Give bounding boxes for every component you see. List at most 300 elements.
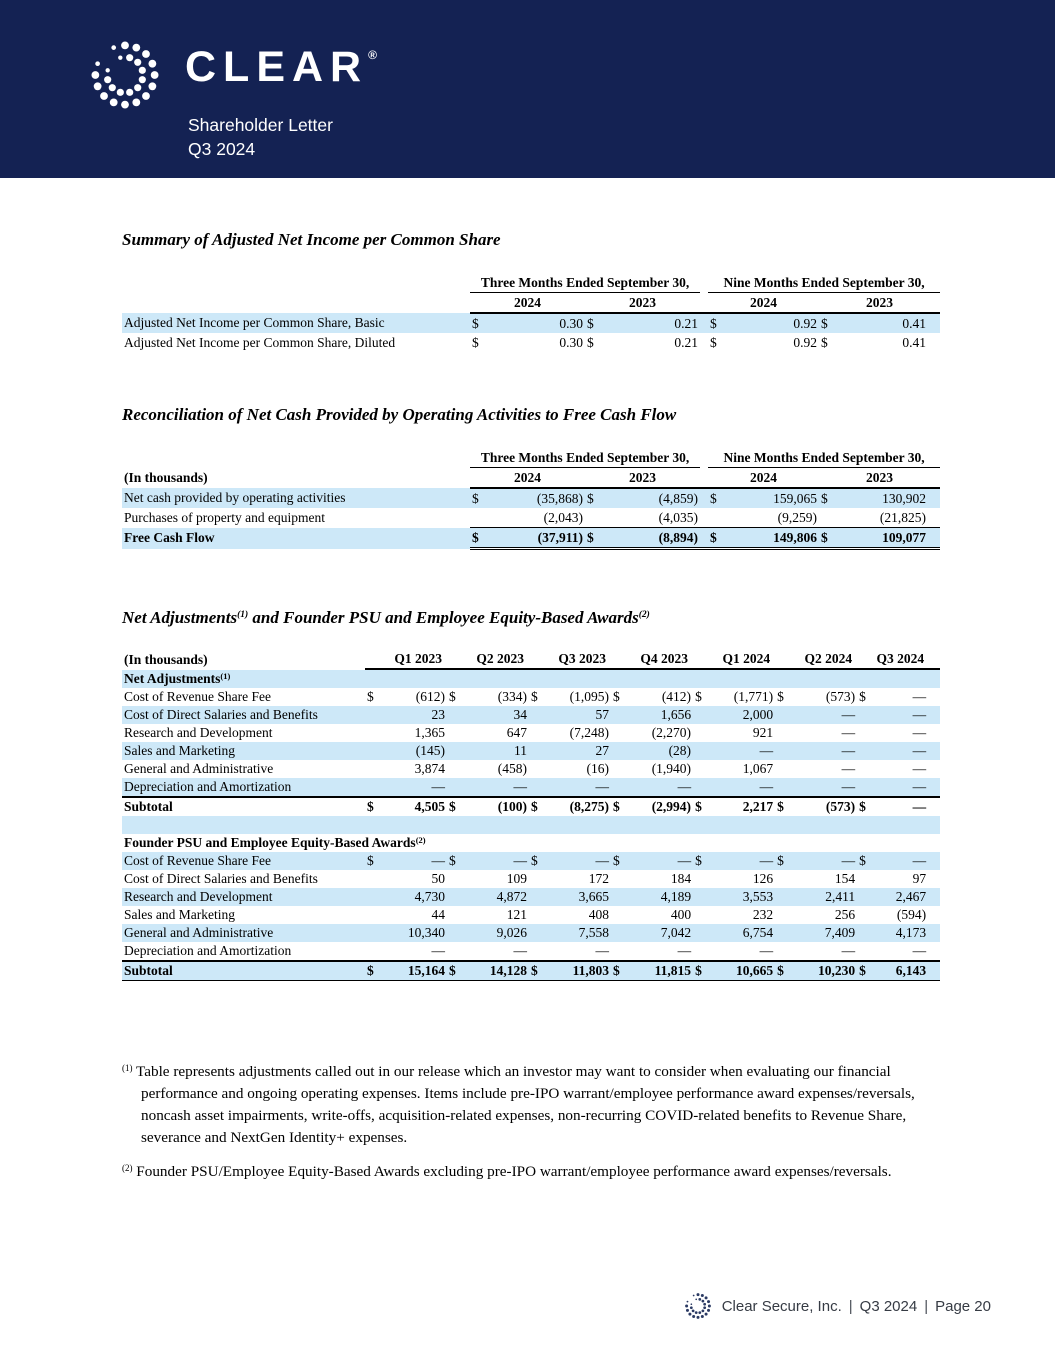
cell-value: 7,042 [625,924,693,942]
dollar-sign [857,870,871,888]
cell-value: 4,189 [625,888,693,906]
spacer-cell [700,293,708,314]
dollar-sign [693,778,707,797]
cell-value: (612) [415,689,446,705]
dollar-sign: $ [613,689,620,705]
spacer-cell [700,333,708,352]
cell-value: — [625,778,693,797]
cell-value: 11,815 [625,961,693,981]
cell-value: 10,230 [789,961,857,981]
table-row [122,706,940,724]
dollar-sign: $ [857,852,871,870]
dollar-sign [857,942,871,961]
dollar-sign: $ [693,961,707,981]
dollar-sign [775,924,789,942]
spacer-cell [122,448,470,468]
col-group-three-months: Three Months Ended September 30, [470,273,700,293]
cell-value: — [841,943,856,959]
dollar-sign [365,870,379,888]
quarter-header: Q3 2024 [857,650,940,669]
footer-separator: | [848,1297,853,1315]
dollar-sign [857,760,871,778]
cell-value: — [871,852,940,870]
table-row [122,688,940,706]
dollar-sign: $ [611,961,625,981]
dollar-sign [529,942,543,961]
dollar-sign: $ [821,334,828,350]
dollar-sign [693,906,707,924]
cell-value: (1,771) [733,689,774,705]
row-label: General and Administrative [122,924,365,942]
cell-value: 0.92 [724,313,819,333]
cell-value: — [461,778,529,797]
dollar-sign [611,742,625,760]
page-header [0,0,1055,178]
cell-value: 2,411 [789,888,857,906]
cell-value: (145) [379,742,447,760]
cell-value: 1,067 [742,761,774,777]
section-label: Founder PSU and Employee Equity-Based Awards$^{(2)}$ [124,835,426,851]
footnote-marker: (2) [122,1163,133,1173]
footer-page-number: Page 20 [935,1297,991,1315]
cell-value: — [513,943,528,959]
dollar-sign: $ [587,334,594,350]
table-row [122,333,940,352]
cell-value: — [625,852,693,870]
dollar-sign [611,724,625,742]
year-header: 2023 [819,468,940,489]
section-title-adjusted-net-income: Summary of Adjusted Net Income per Common Share [122,230,501,249]
table-row [122,942,940,961]
cell-value: 149,806 [724,528,819,549]
table-row [122,724,940,742]
spacer-cell [700,448,708,468]
dollar-sign [529,906,543,924]
footer-company: Clear Secure, Inc. [721,1297,842,1315]
cell-value: 7,409 [789,924,857,942]
dollar-sign [365,924,379,942]
cell-value: 408 [588,907,610,923]
cell-value: 7,558 [543,924,611,942]
cell-value: (37,911) [486,528,585,549]
cell-value: 11 [461,742,529,760]
dollar-sign [775,942,789,961]
cell-value: 159,065 [724,488,819,508]
footnotes [122,1061,922,1183]
cell-value: 4,872 [461,888,529,906]
dollar-sign [365,742,379,760]
cell-value: — [871,706,940,724]
dollar-sign [708,508,724,528]
cell-value: 0.21 [601,313,700,333]
cell-value: (1,940) [651,761,692,777]
cell-value: 0.30 [559,334,583,350]
footnote-1 [122,1061,922,1149]
page-content [0,231,1055,1183]
cell-value: 11,803 [543,961,611,981]
dollar-sign [529,870,543,888]
table-year-header-row [122,293,940,314]
cell-value: — [379,778,447,797]
dollar-sign [775,760,789,778]
dollar-sign [611,870,625,888]
dollar-sign [611,906,625,924]
footnote-ref-2: (2) [638,610,650,620]
dollar-sign: $ [447,852,461,870]
table-row [122,760,940,778]
table-row [122,961,940,981]
dollar-sign [529,742,543,760]
dollar-sign [693,742,707,760]
cell-value: — [543,852,611,870]
col-group-nine-months: Nine Months Ended September 30, [708,448,940,468]
table-row [122,924,940,942]
cell-value: — [707,852,775,870]
cell-value: 14,128 [461,961,529,981]
dollar-sign: $ [857,961,871,981]
cell-value: — [461,852,529,870]
cell-value: — [707,742,775,760]
cell-value: (2,994) [625,797,693,816]
year-header: 2024 [470,293,585,314]
cell-value: — [912,943,927,959]
cell-value: 172 [588,871,610,887]
quarter-header: Q4 2023 [611,650,693,669]
section-label: Net Adjustments$^{(1)}$ [122,669,940,688]
dollar-sign: $ [708,313,724,333]
quarter-header: Q2 2023 [447,650,529,669]
dollar-sign [365,778,379,797]
dollar-sign: $ [695,689,702,705]
cell-value: (594) [896,907,927,923]
cell-value: 9,026 [461,924,529,942]
dollar-sign [693,924,707,942]
row-label: Research and Development [122,888,365,906]
year-header: 2023 [585,468,700,489]
spacer-cell [700,273,708,293]
cell-value: 4,173 [871,924,940,942]
cell-value: 3,665 [543,888,611,906]
cell-value: 1,656 [625,706,693,724]
footnote-text: Table represents adjustments called out in our release which an investor may want to consider when evaluating our financial performance and ongoing operating expenses. Items include pre-IPO warrant/employee performance award expenses/reversals, noncash asset impairments, write-offs, acquisition-related expenses, non-recurring COVID-related benefits to Revenue Share, severance and NextGen Identity+ expenses. [136,1063,915,1146]
dollar-sign: $ [470,488,486,508]
cell-value: 27 [543,742,611,760]
cell-value: 2,467 [871,888,940,906]
dollar-sign [857,906,871,924]
cell-value: 2,217 [707,797,775,816]
registered-mark: ® [368,48,377,62]
table-row [122,906,940,924]
dollar-sign [447,942,461,961]
col-group-nine-months: Nine Months Ended September 30, [708,273,940,293]
cell-value: 4,730 [379,888,447,906]
section-title-free-cash-flow: Reconciliation of Net Cash Provided by Operating Activities to Free Cash Flow [122,405,677,424]
cell-value: — [789,742,857,760]
dollar-sign: $ [710,334,717,350]
dollar-sign [470,508,486,528]
dollar-sign [529,724,543,742]
table-row [122,669,940,688]
row-label: Sales and Marketing [124,907,235,923]
footnote-marker: (1) [122,1063,133,1073]
cell-value: — [789,852,857,870]
dollar-sign: $ [585,528,601,549]
dollar-sign [857,888,871,906]
spacer-cell [700,488,708,508]
dollar-sign: $ [529,961,543,981]
dollar-sign: $ [365,797,379,816]
dollar-sign [693,888,707,906]
row-label: Research and Development [124,725,273,741]
year-header: 2024 [708,293,819,314]
footnote-2 [122,1161,922,1183]
adjusted-net-income-table [122,273,940,352]
dollar-sign [775,888,789,906]
dollar-sign: $ [367,689,374,705]
dollar-sign [529,778,543,797]
footnote-text: Founder PSU/Employee Equity-Based Awards excluding pre-IPO warrant/employee performance award expenses/reversals. [136,1163,892,1180]
cell-value: 15,164 [379,961,447,981]
row-label: Adjusted Net Income per Common Share, Basic [122,313,470,333]
dollar-sign [447,724,461,742]
cell-value: 184 [670,871,692,887]
dollar-sign: $ [449,689,456,705]
year-header: 2024 [470,468,585,489]
cell-value: 232 [752,907,774,923]
cell-value: (100) [461,797,529,816]
cell-value: (7,248) [569,725,610,741]
cell-value: (16) [586,761,610,777]
cell-value: (9,259) [777,509,818,525]
dollar-sign: $ [777,689,784,705]
cell-value: 647 [506,725,528,741]
dollar-sign [857,742,871,760]
free-cash-flow-table [122,448,940,550]
dollar-sign [857,724,871,742]
footer-separator: | [924,1297,929,1315]
dollar-sign [529,888,543,906]
dollar-sign [693,724,707,742]
dollar-sign [447,924,461,942]
cell-value: — [431,943,446,959]
dollar-sign [693,760,707,778]
cell-value: — [871,778,940,797]
subtitle-document-type: Shareholder Letter [188,115,333,135]
cell-value: — [841,725,856,741]
cell-value: 256 [834,907,856,923]
dollar-sign: $ [365,961,379,981]
quarter-header: Q1 2024 [693,650,775,669]
col-group-three-months: Three Months Ended September 30, [470,448,700,468]
cell-value: 44 [431,907,446,923]
table-row [122,888,940,906]
table-row [122,528,940,549]
row-label: Depreciation and Amortization [122,778,365,797]
cell-value: 23 [379,706,447,724]
dollar-sign [775,906,789,924]
cell-value: 0.21 [674,334,699,350]
cell-value: 97 [912,871,927,887]
dollar-sign [447,870,461,888]
cell-value: (35,868) [486,488,585,508]
table-row [122,778,940,797]
dollar-sign: $ [819,528,835,549]
dollar-sign [447,760,461,778]
dollar-sign [447,742,461,760]
cell-value: — [543,778,611,797]
dollar-sign [775,778,789,797]
cell-value: — [912,761,927,777]
row-label: Cost of Direct Salaries and Benefits [122,706,365,724]
cell-value: — [912,725,927,741]
dollar-sign: $ [693,797,707,816]
cell-value: 0.30 [486,313,585,333]
dollar-sign [365,706,379,724]
cell-value: — [379,852,447,870]
dollar-sign [611,706,625,724]
cell-value: 121 [506,907,528,923]
table-year-header-row [122,468,940,489]
dollar-sign: $ [531,689,538,705]
table-row [122,797,940,816]
cell-value: (2,043) [543,509,583,525]
net-adjustments-table [122,650,940,981]
spacer-cell [122,816,940,834]
dollar-sign [775,870,789,888]
dollar-sign [365,760,379,778]
dollar-sign: $ [611,852,625,870]
cell-value: 0.92 [793,334,818,350]
dollar-sign [611,778,625,797]
dollar-sign [857,778,871,797]
cell-value: 400 [670,907,692,923]
cell-value: — [871,742,940,760]
row-label: Adjusted Net Income per Common Share, Diluted [124,334,396,350]
cell-value: 6,754 [707,924,775,942]
dollar-sign: $ [775,961,789,981]
spacer-cell [700,528,708,549]
cell-value: 0.41 [902,334,927,350]
dollar-sign [775,706,789,724]
year-header: 2023 [819,293,940,314]
cell-value: 3,874 [414,761,446,777]
table-row [122,508,940,528]
cell-value: 10,665 [707,961,775,981]
table-row [122,870,940,888]
dollar-sign: $ [472,334,479,350]
cell-value: 57 [543,706,611,724]
dollar-sign: $ [775,852,789,870]
table-row [122,742,940,760]
cell-value: (458) [497,761,528,777]
cell-value: 1,365 [414,725,446,741]
dollar-sign [447,888,461,906]
dollar-sign [611,760,625,778]
row-label: Cost of Revenue Share Fee [122,852,365,870]
cell-value: (573) [825,689,856,705]
dollar-sign [693,706,707,724]
dollar-sign: $ [857,797,871,816]
table-group-header-row [122,273,940,293]
table-group-header-row [122,448,940,468]
spacer-cell [700,468,708,489]
table-row [122,834,940,852]
footer-period: Q3 2024 [859,1297,918,1315]
year-header: 2023 [585,293,700,314]
cell-value: — [595,943,610,959]
dollar-sign: $ [819,313,835,333]
cell-value: (573) [789,797,857,816]
dollar-sign: $ [447,961,461,981]
dollar-sign: $ [470,313,486,333]
cell-value: — [871,797,940,816]
dollar-sign: $ [529,852,543,870]
dollar-sign: $ [365,852,379,870]
cell-value: (21,825) [879,509,927,525]
dollar-sign [611,924,625,942]
dollar-sign [447,778,461,797]
cell-value: 154 [834,871,856,887]
cell-value: (4,859) [601,488,700,508]
dollar-sign: $ [708,528,724,549]
cell-value: 921 [752,725,774,741]
cell-value: (412) [661,689,692,705]
spacer-cell [700,508,708,528]
cell-value: 130,902 [835,488,940,508]
row-label: Net cash provided by operating activities [122,488,470,508]
dollar-sign [365,724,379,742]
dollar-sign [529,760,543,778]
clear-logo-icon [86,36,164,114]
cell-value: 10,340 [379,924,447,942]
header-subtitle [188,113,333,161]
dollar-sign [819,508,835,528]
dollar-sign [529,924,543,942]
cell-value: (28) [625,742,693,760]
cell-value: (2,270) [651,725,692,741]
dollar-sign: $ [775,797,789,816]
row-label: Sales and Marketing [122,742,365,760]
cell-value: 34 [461,706,529,724]
dollar-sign: $ [611,797,625,816]
cell-value: — [789,706,857,724]
dollar-sign [365,942,379,961]
title-text: Net Adjustments [122,608,238,627]
dollar-sign: $ [529,797,543,816]
dollar-sign: $ [693,852,707,870]
dollar-sign [857,706,871,724]
dollar-sign [857,924,871,942]
year-header: 2024 [708,468,819,489]
dollar-sign [447,906,461,924]
dollar-sign [447,706,461,724]
section-title-net-adjustments [122,609,943,627]
dollar-sign [611,942,625,961]
cell-value: 0.41 [835,313,940,333]
cell-value: — [677,943,692,959]
table-row [122,313,940,333]
cell-value: 6,143 [871,961,940,981]
dollar-sign: $ [859,689,866,705]
units-label: (In thousands) [124,470,208,485]
brand-wordmark [185,43,377,91]
row-label: Free Cash Flow [122,528,470,549]
dollar-sign [365,906,379,924]
units-label: (In thousands) [124,651,208,667]
dollar-sign [611,888,625,906]
quarter-header: Q3 2023 [529,650,611,669]
spacer-cell [122,273,470,293]
